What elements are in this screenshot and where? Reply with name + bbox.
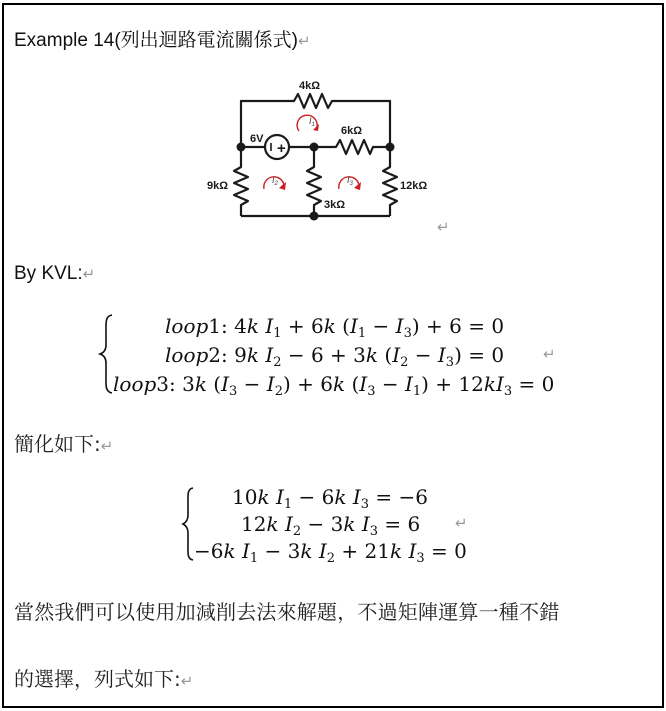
simplified-equation-2: 12k $I_2 - 3k$ $I_3 = 6$ [241,512,421,539]
circuit-diagram [0,0,666,240]
paragraph-mark-icon: ↵ [180,672,194,690]
kvl-equation-loop2: loop2: 9k $I_2 - 6 + 3k$ $(I_2 - I_3) = 0$ [165,343,505,370]
svg-text:I2: $I_2$ [272,175,278,187]
svg-text:↵: ↵ [437,219,450,236]
closing-paragraph-line-2: 的選擇，列式如下:↵ [14,667,194,691]
simplified-heading: 簡化如下:↵ [14,432,114,456]
simplified-equation-3: −6k $I_1 - 3k$ $I_2 + 21k$ $I_3 = 0$ [194,539,467,566]
paragraph-mark-icon: ↵ [100,437,114,455]
svg-text:3kΩ: 3kΩ [324,199,346,211]
svg-text:4kΩ: 4kΩ [299,80,321,92]
kvl-equation-loop1: loop1: 4k $I_1 + 6k$ $(I_1 - I_3) + 6 = 0$ [165,314,505,341]
by-kvl-heading: By KVL:↵ [14,263,96,284]
svg-text:6kΩ: 6kΩ [341,125,363,137]
paragraph-mark-icon: ↵ [455,514,468,532]
svg-text:I3: $I_3$ [347,175,353,187]
kvl-equation-loop3: loop3: 3k $(I_3 - I_2) + 6k$ $(I_3 - I_1) + 12kI_3 = 0$ [113,372,555,399]
paragraph-mark-icon: ↵ [543,345,556,363]
svg-text:12kΩ: 12kΩ [400,180,428,192]
paragraph-mark-icon: ↵ [298,32,311,50]
paragraph-mark-icon: ↵ [82,265,96,283]
svg-text:+: + [277,140,286,157]
simplified-equation-1: 10k $I_1 - 6k$ $I_3 = -6$ [232,485,428,512]
left-brace-icon [98,313,114,395]
svg-text:6V: 6V [250,133,264,145]
example-title: Example 14(列出迴路電流關係式)↵ [14,30,311,51]
closing-paragraph-line-1: 當然我們可以使用加減削去法來解題，不過矩陣運算一種不錯 [14,600,560,624]
svg-text:9kΩ: 9kΩ [207,180,229,192]
svg-text:I1: $I_1$ [309,116,315,128]
left-brace-icon [181,486,195,562]
